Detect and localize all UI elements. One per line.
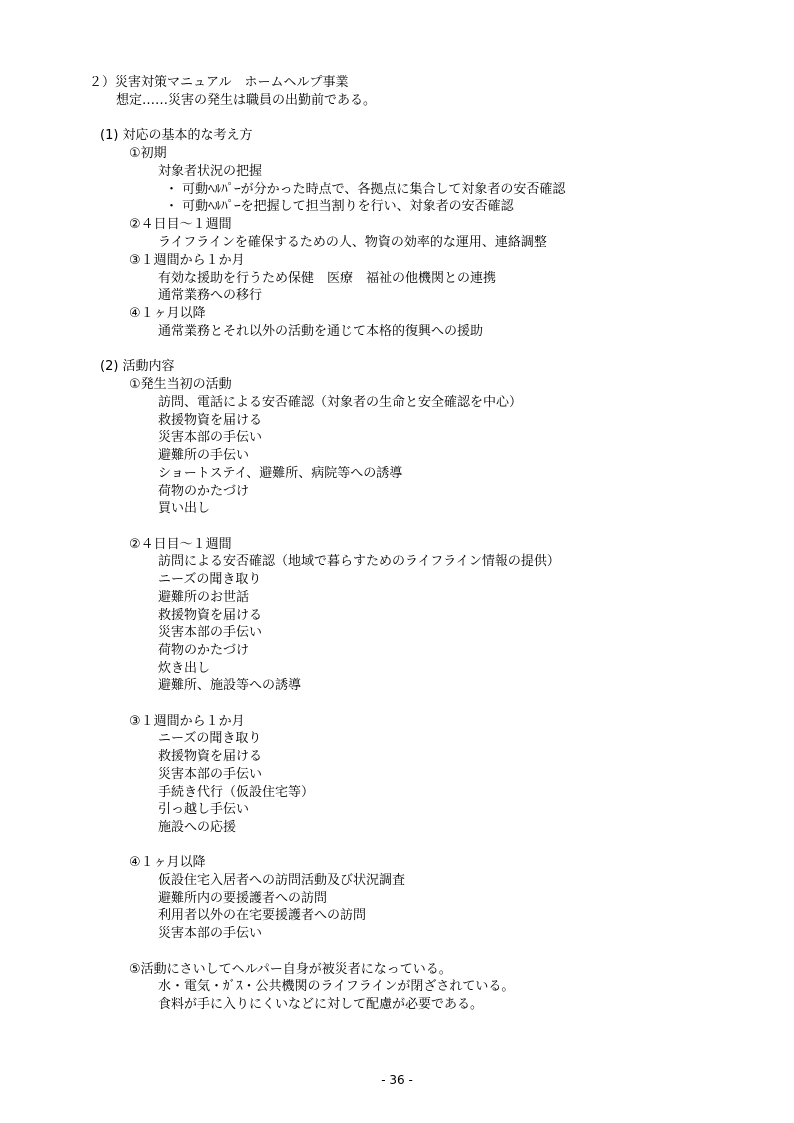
part2-phase3-item: 災害本部の手伝い (158, 767, 263, 782)
part1-phase1-item: 対象者状況の把握 (158, 164, 263, 179)
part2-phase2-item: 訪問による安否確認（地域で暮らすためのライフライン情報の提供） (158, 554, 560, 569)
part2-phase2-item: 避難所のお世話 (158, 590, 250, 605)
part1-phase2-label: ②４日目～１週間 (129, 217, 232, 232)
part2-heading: (2) 活動内容 (100, 359, 175, 374)
part2-phase2-item: 避難所、施設等への誘導 (158, 678, 302, 693)
page-number: - 36 - (381, 1073, 413, 1087)
part1-phase4-item: 通常業務とそれ以外の活動を通じて本格的復興への援助 (158, 324, 484, 339)
part1-phase3-label: ③１週間から１か月 (129, 253, 245, 268)
part2-phase4-item: 災害本部の手伝い (158, 926, 263, 941)
part1-phase2-item: ライフラインを確保するための人、物資の効率的な運用、連絡調整 (158, 235, 547, 250)
part1-phase3-item: 通常業務への移行 (158, 288, 263, 303)
part2-phase1-item: 荷物のかたづけ (158, 484, 250, 499)
part1-phase1-bullet: ・ 可動ﾍﾙﾊﾟｰが分かった時点で、各拠点に集合して対象者の安否確認 (165, 182, 566, 197)
part2-phase3-label: ③１週間から１か月 (129, 714, 245, 729)
part2-phase2-item: 炊き出し (158, 661, 211, 676)
part1-phase3-item: 有効な援助を行うため保健 医療 福祉の他機関との連携 (158, 271, 497, 286)
part2-phase3-item: 施設への応援 (158, 820, 237, 835)
part2-phase2-label: ②４日目～１週間 (129, 537, 232, 552)
part2-phase3-item: ニーズの聞き取り (158, 731, 262, 746)
part2-phase1-item: 災害本部の手伝い (158, 430, 263, 445)
part2-phase4-label: ④１ヶ月以降 (129, 855, 206, 870)
section-title: ２）災害対策マニュアル ホームヘルプ事業 (89, 75, 349, 90)
part1-phase4-label: ④１ヶ月以降 (129, 306, 206, 321)
part2-phase4-item: 避難所内の要援護者への訪問 (158, 891, 328, 906)
part2-phase1-item: 救援物資を届ける (158, 413, 263, 428)
part2-phase4-item: 仮設住宅入居者への訪問活動及び状況調査 (158, 873, 406, 888)
part2-phase1-item: 避難所の手伝い (158, 448, 250, 463)
part2-phase4-item: 利用者以外の在宅要援護者への訪問 (158, 908, 367, 923)
part2-phase1-item: ショートステイ、避難所、病院等への誘導 (158, 466, 403, 481)
part2-phase1-item: 訪問、電話による安否確認（対象者の生命と安全確認を中心） (158, 395, 523, 410)
part2-phase2-item: ニーズの聞き取り (158, 572, 262, 587)
assumption-line: 想定……災害の発生は職員の出勤前である。 (116, 93, 377, 108)
part2-phase2-item: 救援物資を届ける (158, 608, 263, 623)
part2-phase3-item: 救援物資を届ける (158, 749, 263, 764)
part1-phase1-bullet: ・ 可動ﾍﾙﾊﾟｰを把握して担当割りを行い、対象者の安否確認 (165, 199, 514, 214)
part2-phase3-item: 手続き代行（仮設住宅等） (158, 785, 315, 800)
part2-phase5-label: ⑤活動にさいしてヘルパー自身が被災者になっている。 (129, 962, 452, 977)
part2-phase2-item: 荷物のかたづけ (158, 643, 250, 658)
part2-phase2-item: 災害本部の手伝い (158, 625, 263, 640)
part2-phase1-item: 買い出し (158, 501, 211, 516)
part1-phase1-label: ①初期 (129, 146, 167, 161)
part2-phase5-item: 水・電気・ｶﾞｽ・公共機関のライフラインが閉ざされている。 (158, 979, 515, 994)
part2-phase5-item: 食料が手に入りにくいなどに対して配慮が必要である。 (158, 997, 484, 1012)
part2-phase3-item: 引っ越し手伝い (158, 802, 250, 817)
part2-phase1-label: ①発生当初の活動 (129, 377, 232, 392)
part1-heading: (1) 対応の基本的な考え方 (100, 128, 253, 143)
